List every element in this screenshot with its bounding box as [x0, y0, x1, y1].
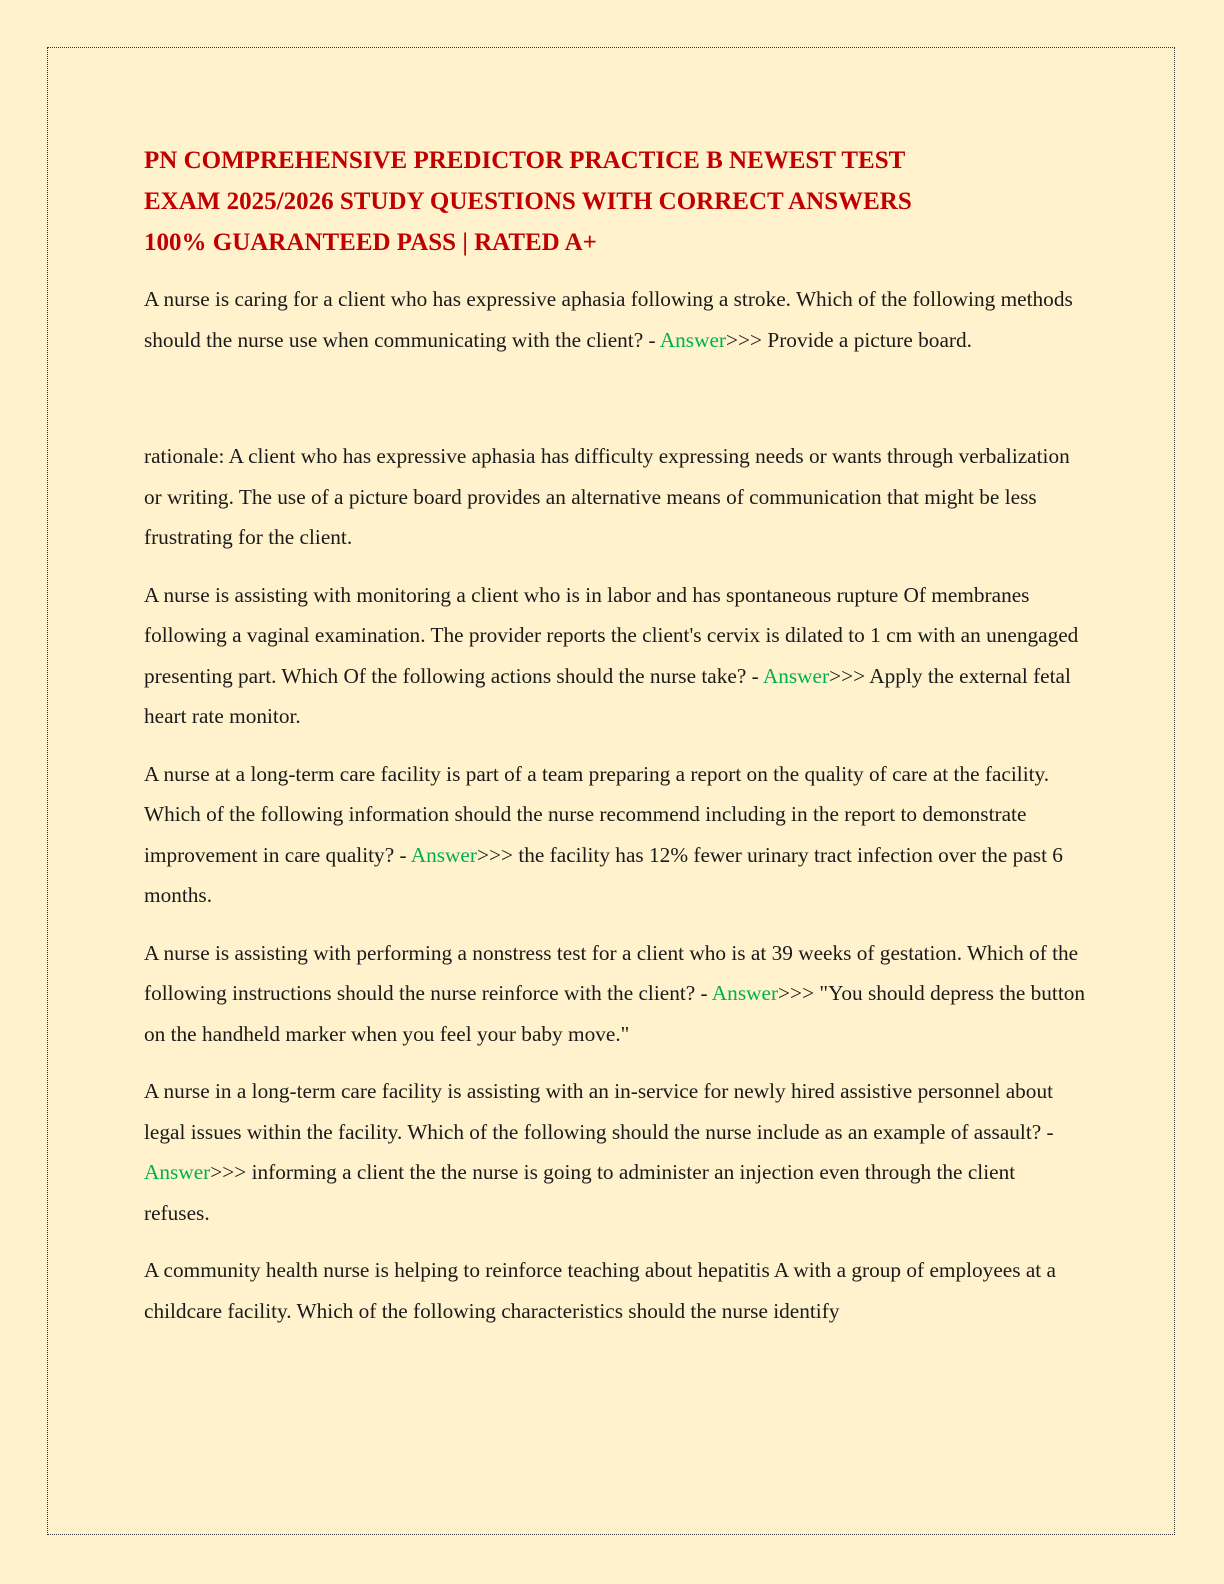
question-text: A nurse is caring for a client who has expressive aphasia following a stroke. Which of the following methods should the nurse use when communicating with the client? -	[144, 287, 1073, 352]
qa-item-3	[144, 754, 1086, 916]
answer-label: Answer	[762, 663, 830, 688]
answer-label: Answer	[711, 981, 779, 1005]
answer-label: Answer	[659, 327, 726, 352]
rationale-paragraph	[144, 436, 1086, 558]
answer-label: Answer	[144, 1160, 211, 1184]
document-body	[144, 140, 1086, 1348]
question-text: A nurse in a long-term care facility is assisting with an in-service for newly hired assistive personnel about legal issues within the facility. Which of the following should the nurse include as an example of assault? -	[144, 1079, 1054, 1144]
answer-label: Answer	[410, 842, 477, 867]
qa-item-5	[144, 1071, 1086, 1233]
qa-item-2	[144, 575, 1086, 737]
title-line-2: EXAM 2025/2026 STUDY QUESTIONS WITH CORRECT ANSWERS	[144, 188, 912, 215]
document-title	[144, 140, 1086, 263]
question-text: A nurse is assisting with performing a nonstress test for a client who is at 39 weeks of gestation. Which of the following instructions should the nurse reinforce with the client? -	[144, 940, 1079, 1005]
answer-text: >>> the facility has 12% fewer urinary tract infection over the past 6 months.	[144, 842, 1063, 907]
answer-text: >>> Apply the external fetal heart rate monitor.	[144, 663, 1071, 728]
qa-item-4	[144, 933, 1086, 1055]
qa-item-1	[144, 279, 1086, 360]
question-text: A community health nurse is helping to reinforce teaching about hepatitis A with a group of employees at a childcare facility. Which of the following characteristics should the nurse identify	[144, 1258, 1056, 1323]
rationale-text: rationale: A client who has expressive aphasia has difficulty expressing needs or wants through verbalization or writing. The use of a picture board provides an alternative means of communication that might be less frustrating for the client.	[144, 444, 1070, 549]
title-line-1: PN COMPREHENSIVE PREDICTOR PRACTICE B NEWEST TEST	[144, 147, 906, 174]
title-line-3: 100% GUARANTEED PASS | RATED A+	[144, 229, 597, 256]
qa-item-6	[144, 1250, 1086, 1331]
question-text: A nurse is assisting with monitoring a client who is in labor and has spontaneous rupture Of membranes following a vaginal examination. The provider reports the client's cervix is dilated to 1 cm with an unengaged presenting part. Which Of the following actions should the nurse take? -	[144, 582, 1079, 688]
question-text: A nurse at a long-term care facility is part of a team preparing a report on the quality of care at the facility. Which of the following information should the nurse recommend including in the report to demonstrate improvement in care quality? -	[144, 761, 1050, 867]
answer-text: >>> Provide a picture board.	[726, 327, 972, 352]
answer-text: >>> "You should depress the button on the handheld marker when you feel your baby move."	[144, 981, 1086, 1046]
answer-text: >>> informing a client the the nurse is going to administer an injection even through the client refuses.	[144, 1160, 1016, 1225]
